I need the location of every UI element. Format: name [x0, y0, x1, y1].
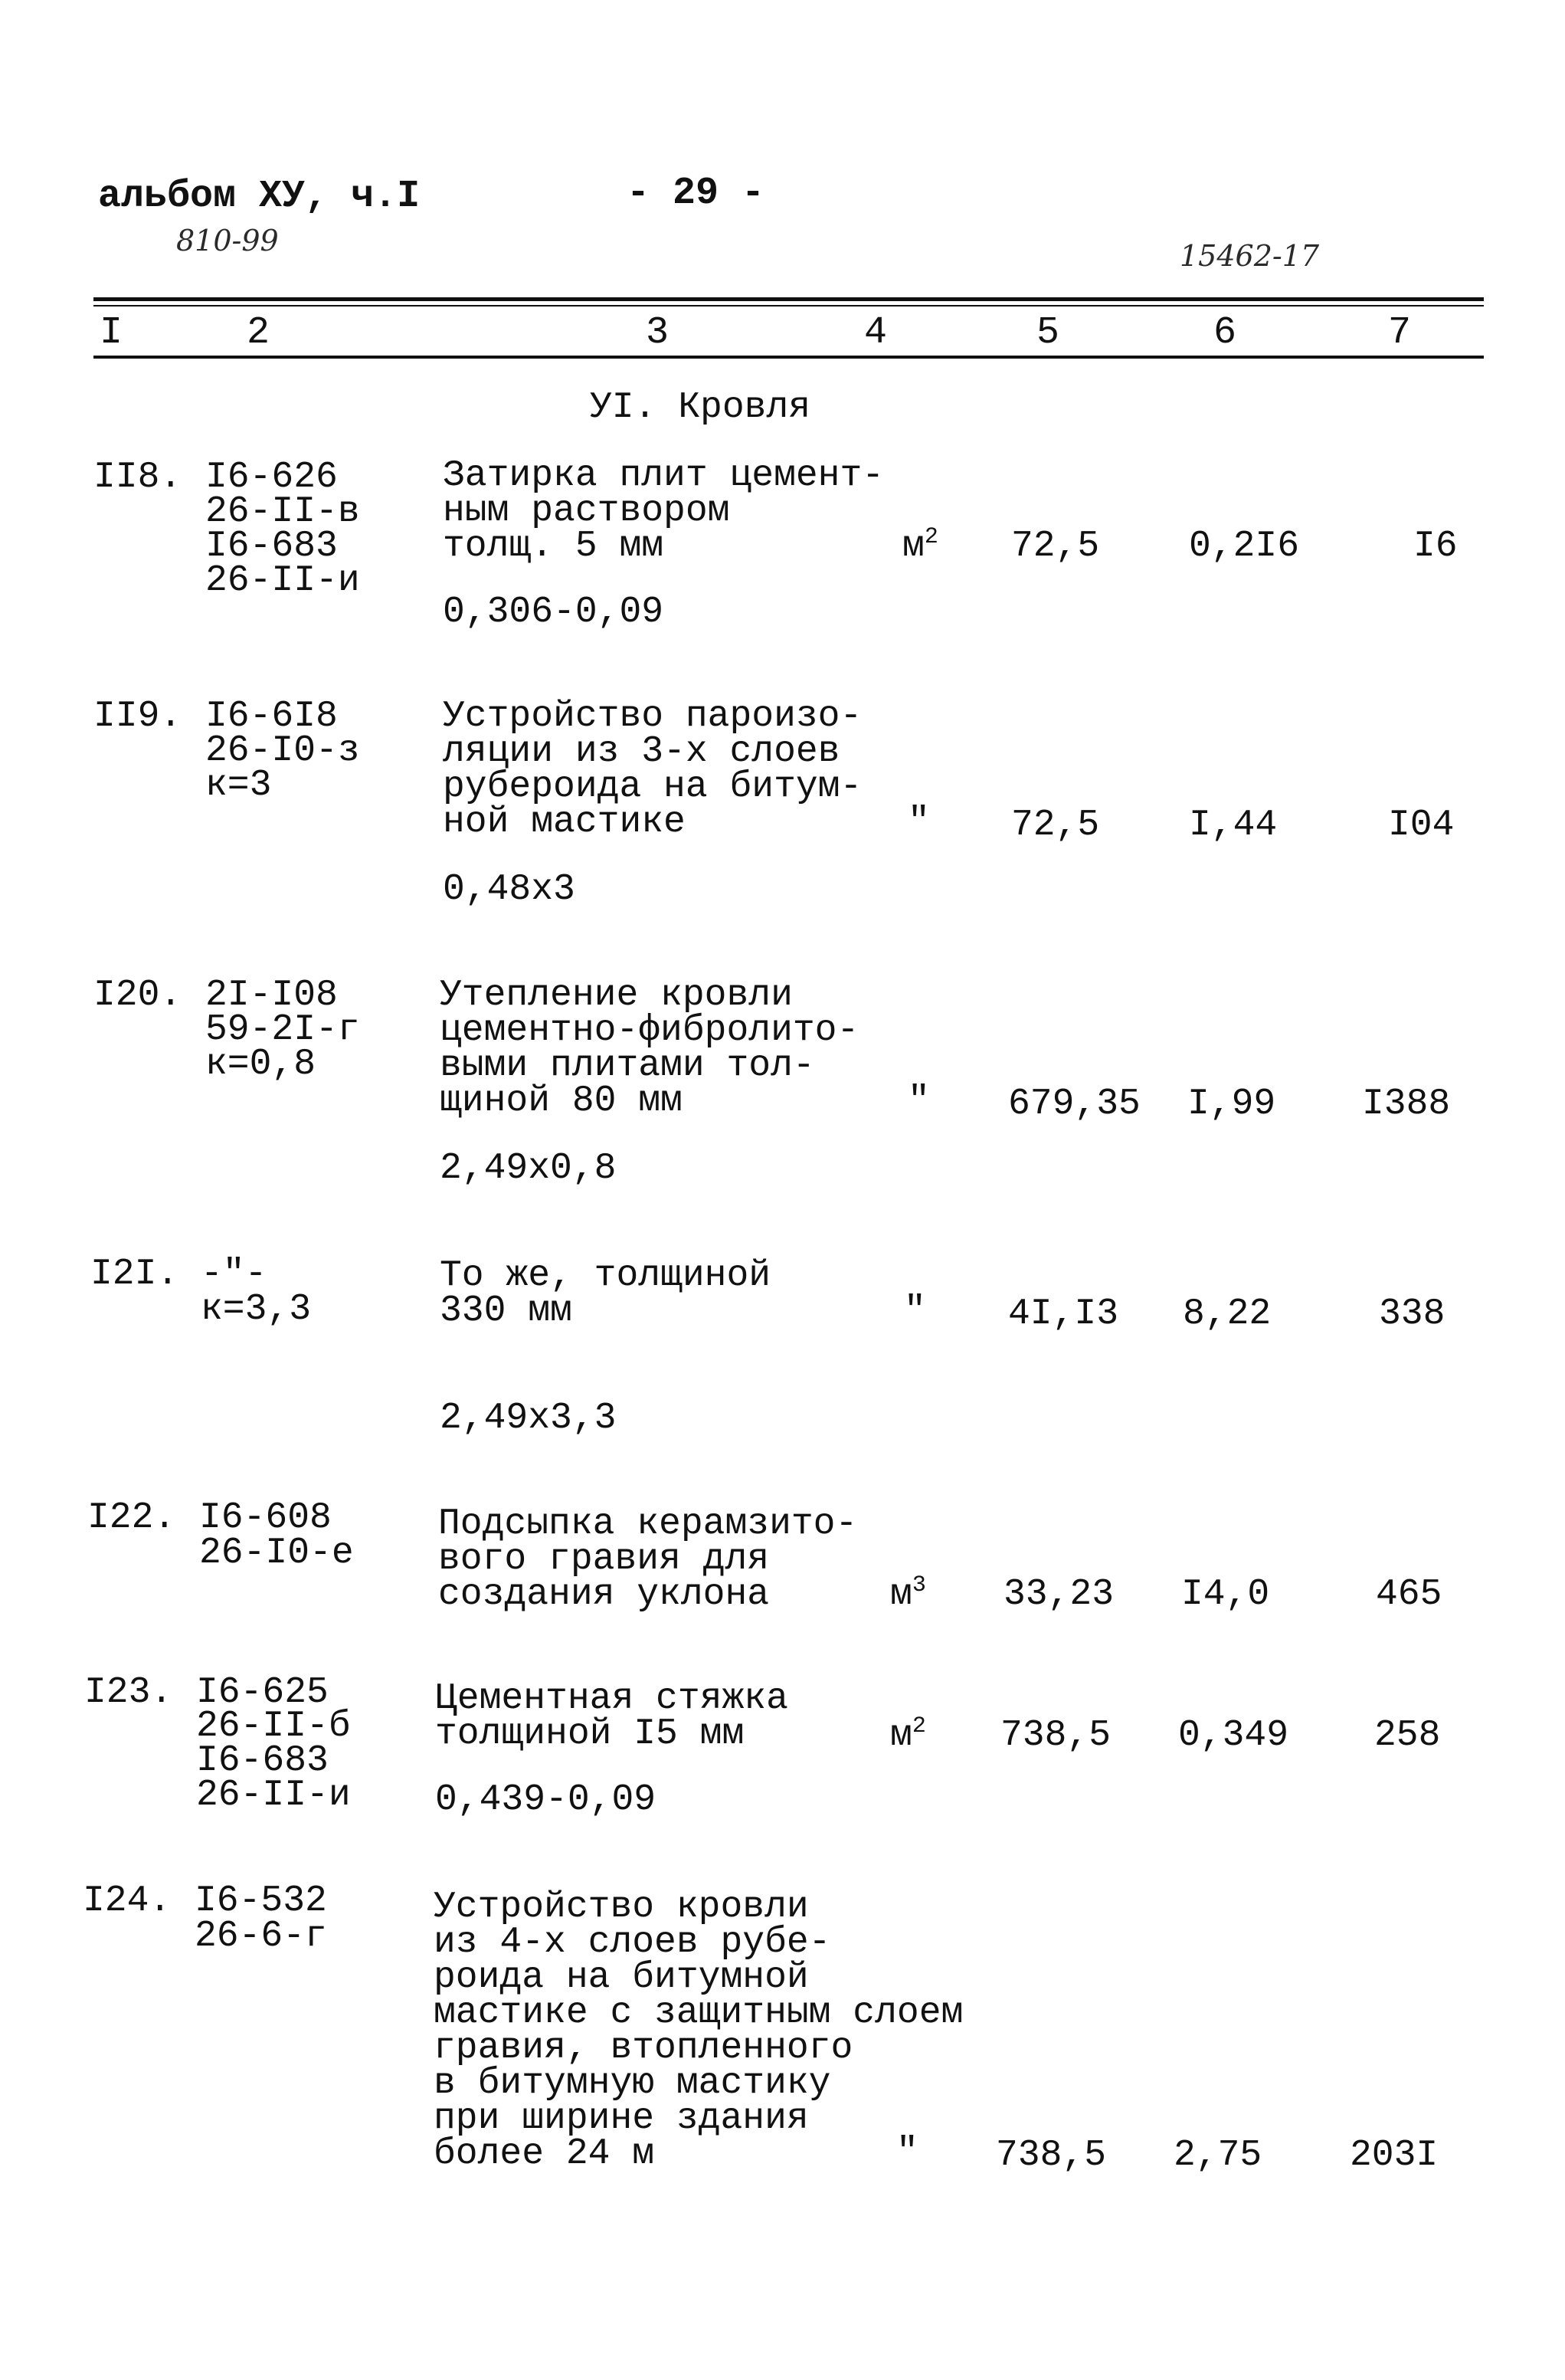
unit: $м^2$	[902, 524, 938, 567]
quantity: 679,35	[1008, 1083, 1141, 1125]
description-line: толщ. 5 мм	[443, 526, 664, 567]
norm-code-line: 2I-I08	[205, 975, 338, 1016]
norm-code-line: I6-683	[196, 1740, 329, 1782]
total: 258	[1374, 1715, 1441, 1756]
quantity: 738,5	[996, 2135, 1107, 2176]
section-title: УI. Кровля	[590, 387, 811, 428]
unit: $м^2$	[890, 1713, 926, 1756]
column-number-3: 3	[646, 311, 670, 355]
unit-price: I,44	[1189, 805, 1278, 846]
norm-code-line: 26-II-и	[196, 1775, 351, 1816]
description-line: рубероида на битум-	[443, 766, 863, 808]
norm-code-line: 59-2I-г	[205, 1009, 360, 1051]
quantity: 33,23	[1003, 1574, 1115, 1615]
description-line: роида на битумной	[434, 1957, 809, 1998]
unit-price: 0,349	[1178, 1715, 1289, 1756]
norm-code-line: 26-I0-з	[205, 730, 360, 772]
unit-price: I,99	[1187, 1083, 1276, 1125]
ditto-mark: "	[904, 1290, 926, 1332]
calc-formula: 0,306-0,09	[443, 592, 664, 633]
norm-code-line: 26-II-и	[205, 560, 360, 602]
row-number: I2I.	[90, 1254, 179, 1295]
description-line: вого гравия для	[438, 1539, 770, 1580]
norm-code-line: к=3,3	[201, 1289, 312, 1330]
norm-code-line: 26-II-в	[205, 491, 360, 533]
description-line: Затирка плит цемент-	[443, 455, 885, 497]
description-line: ным раствором	[443, 490, 730, 532]
norm-code-line: I6-625	[196, 1672, 329, 1713]
norm-code-line: I6-532	[195, 1880, 327, 1922]
column-number-5: 5	[1036, 311, 1060, 355]
norm-code-line: I6-626	[205, 457, 338, 498]
calc-formula: 2,49х3,3	[440, 1398, 617, 1439]
total: I6	[1413, 526, 1458, 567]
norm-code-line: I6-683	[205, 526, 338, 567]
total: I04	[1388, 805, 1455, 846]
row-number: II8.	[93, 457, 182, 498]
description-line: ляции из 3-х слоев	[443, 731, 840, 772]
description-line: Утепление кровли	[440, 975, 793, 1016]
ditto-mark: "	[896, 2132, 918, 2173]
description-line: Устройство кровли	[434, 1887, 809, 1928]
top-rule	[93, 297, 1484, 301]
norm-code-line: -"-	[201, 1254, 267, 1295]
description-line: Устройство пароизо-	[443, 696, 863, 737]
column-number-1: I	[100, 311, 123, 355]
row-number: I24.	[83, 1880, 172, 1922]
description-line: То же, толщиной	[440, 1255, 771, 1297]
description-line: создания уклона	[438, 1574, 770, 1615]
norm-code-line: к=3	[205, 765, 272, 806]
row-number: I22.	[87, 1497, 176, 1539]
description-line: при ширине здания	[434, 2098, 809, 2139]
column-number-2: 2	[247, 311, 270, 355]
description-line: мастике с защитным слоем	[434, 1992, 964, 2034]
description-line: щиной 80 мм	[440, 1080, 683, 1122]
description-line: Цементная стяжка	[435, 1678, 788, 1719]
album-label: альбом ХУ, ч.I	[98, 175, 421, 218]
description-line: выми плитами тол-	[440, 1045, 815, 1087]
unit-price: 8,22	[1183, 1293, 1272, 1335]
description-line: в битумную мастику	[434, 2063, 831, 2104]
description-line: ной мастике	[443, 802, 686, 843]
description-line: из 4-х слоев рубе-	[434, 1922, 831, 1963]
total: 465	[1376, 1574, 1442, 1615]
row-number: I20.	[93, 975, 182, 1016]
quantity: 4I,I3	[1008, 1293, 1119, 1335]
calc-formula: 2,49х0,8	[440, 1148, 617, 1189]
unit-price: I4,0	[1181, 1574, 1270, 1615]
description-line: Подсыпка керамзито-	[438, 1503, 858, 1545]
handwritten-code-right: 15462-17	[1180, 239, 1320, 273]
page-number: - 29 -	[627, 172, 765, 215]
calc-formula: 0,439-0,09	[435, 1779, 656, 1821]
quantity: 738,5	[1000, 1715, 1112, 1756]
unit-price: 0,2I6	[1189, 526, 1300, 567]
description-line: 330 мм	[440, 1290, 572, 1332]
description-line: более 24 м	[434, 2133, 655, 2175]
norm-code-line: 26-II-б	[196, 1706, 351, 1747]
row-number: II9.	[93, 696, 182, 737]
column-number-4: 4	[864, 311, 888, 355]
description-line: цементно-фибролито-	[440, 1010, 859, 1051]
top-rule-thin	[93, 305, 1484, 307]
handwritten-code-left: 810-99	[176, 224, 279, 257]
calc-formula: 0,48х3	[443, 869, 575, 910]
total: 203I	[1350, 2135, 1439, 2176]
norm-code-line: 26-I0-е	[199, 1533, 354, 1574]
quantity: 72,5	[1011, 526, 1100, 567]
description-line: толщиной I5 мм	[435, 1713, 745, 1755]
total: 338	[1379, 1293, 1445, 1335]
header-bottom-rule	[93, 356, 1484, 359]
norm-code-line: к=0,8	[205, 1044, 316, 1085]
norm-code-line: 26-6-г	[195, 1916, 327, 1957]
unit: $м^3$	[890, 1572, 926, 1615]
norm-code-line: I6-6I8	[205, 696, 338, 737]
unit-price: 2,75	[1174, 2135, 1262, 2176]
norm-code-line: I6-608	[199, 1497, 332, 1539]
ditto-mark: "	[908, 1080, 930, 1122]
quantity: 72,5	[1011, 805, 1100, 846]
ditto-mark: "	[908, 802, 930, 843]
column-number-7: 7	[1388, 311, 1412, 355]
total: I388	[1362, 1083, 1451, 1125]
row-number: I23.	[84, 1672, 173, 1713]
description-line: гравия, втопленного	[434, 2028, 853, 2069]
column-number-6: 6	[1213, 311, 1237, 355]
